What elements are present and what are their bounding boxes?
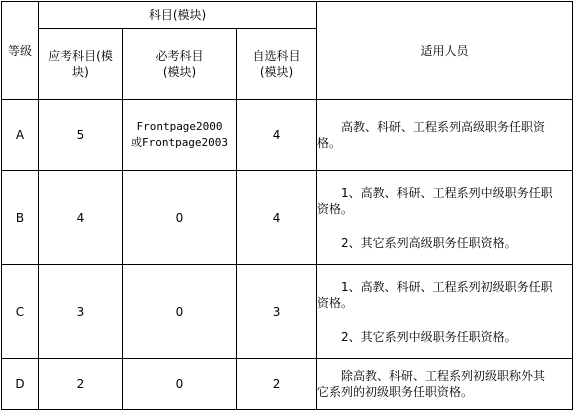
applicable-line-2: 资格。 [317,295,354,310]
required-count-cell [39,265,123,359]
grade-cell [2,100,39,171]
header-required-count [39,29,123,100]
header-applicable-label: 适用人员 [420,43,469,58]
header-elective-line-2: (模块) [259,65,294,79]
required-count-cell [39,171,123,265]
mandatory-cell [123,171,237,265]
mandatory-value-line-2: 或Frontpage2003 [130,136,229,149]
mandatory-cell [123,359,237,410]
applicable-cell [317,171,573,265]
elective-cell [237,100,317,171]
applicable-line-2: 格。 [317,136,342,150]
header-grade-label: 等级 [7,43,32,58]
elective-cell [237,359,317,410]
required-count-cell [39,359,123,410]
mandatory-value: 0 [175,377,184,391]
table-row [2,100,573,171]
elective-cell [237,171,317,265]
applicable-line-3: 2、其它系列高级职务任职资格。 [341,235,517,250]
required-count-value: 5 [76,128,85,142]
header-required-count-line-2: 块) [72,65,89,79]
grade-value: B [15,210,25,225]
header-row-1 [2,2,573,29]
applicable-line-2: 它系列的初级职务任职资格。 [317,385,474,399]
applicable-line-1: 高教、科研、工程系列高级职务任职资 [341,120,546,134]
required-count-cell [39,100,123,171]
mandatory-value: 0 [175,210,184,225]
table-row [2,265,573,359]
header-mandatory [123,29,237,100]
elective-value: 4 [272,128,281,142]
table-row [2,359,573,410]
header-subjects-group [39,2,317,29]
header-mandatory-line-2: (模块) [162,65,197,79]
applicable-line-3: 2、其它系列中级职务任职资格。 [341,329,517,344]
grade-value: A [15,128,25,142]
paragraph-gap [317,311,572,329]
mandatory-cell [123,265,237,359]
header-required-count-line-1: 应考科目(模 [48,49,113,63]
elective-cell [237,265,317,359]
applicable-line-2: 资格。 [317,201,354,216]
applicable-line-1: 除高教、科研、工程系列初级职称外其 [341,369,546,383]
required-count-value: 4 [76,210,85,225]
applicable-cell [317,359,573,410]
grade-subject-table [1,1,573,410]
grade-value: C [15,304,25,319]
paragraph-gap [317,217,572,235]
mandatory-value: 0 [175,304,184,319]
mandatory-value-line-1: Frontpage2000 [136,120,223,133]
grade-value: D [15,377,25,391]
header-subjects-group-label: 科目(模块) [148,8,207,22]
grade-cell [2,265,39,359]
mandatory-cell [123,100,237,171]
header-mandatory-line-1: 必考科目 [155,49,204,63]
table-row [2,171,573,265]
elective-value: 3 [272,304,281,319]
header-elective-line-1: 自选科目 [252,49,301,63]
grade-cell [2,171,39,265]
applicable-line-1: 1、高教、科研、工程系列中级职务任职 [341,185,553,200]
applicable-cell [317,100,573,171]
elective-value: 4 [272,210,281,225]
elective-value: 2 [272,377,281,391]
grade-cell [2,359,39,410]
header-applicable [317,2,573,100]
required-count-value: 2 [76,377,85,391]
header-grade [2,2,39,100]
header-elective [237,29,317,100]
applicable-cell [317,265,573,359]
required-count-value: 3 [76,304,85,319]
applicable-line-1: 1、高教、科研、工程系列初级职务任职 [341,279,553,294]
